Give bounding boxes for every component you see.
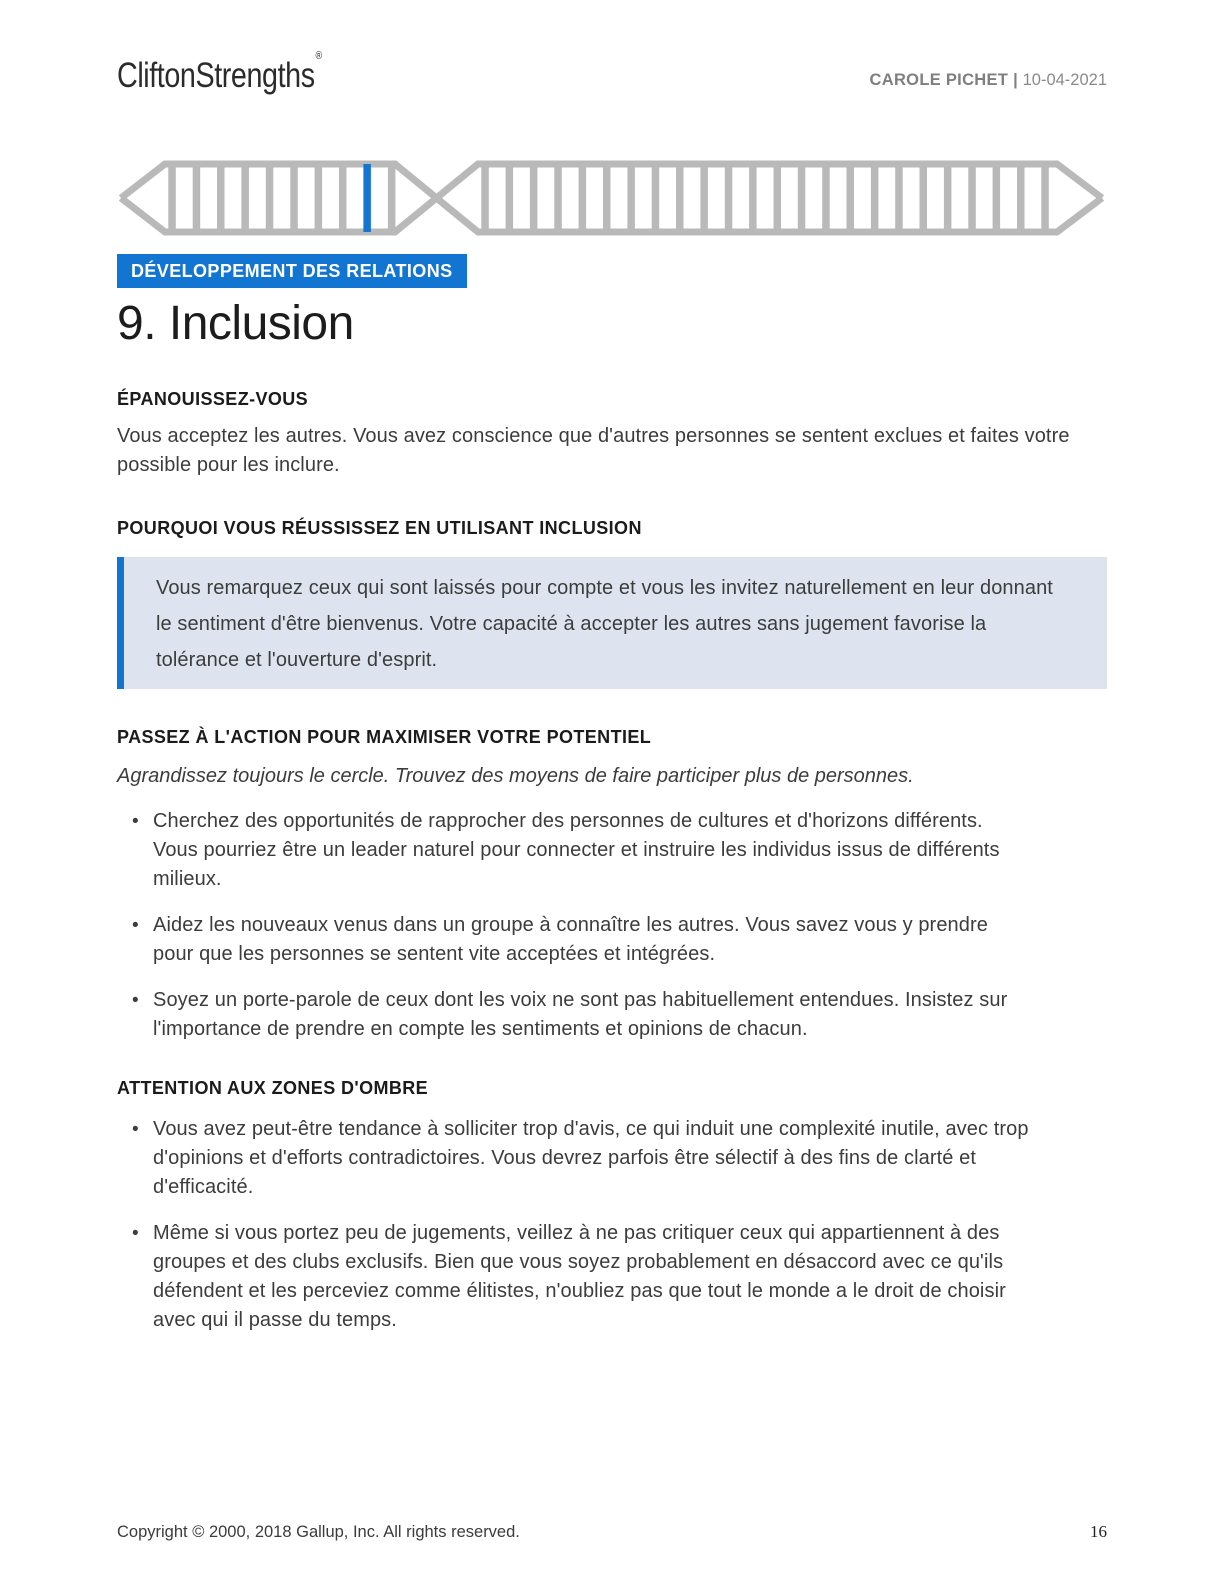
blindspots-heading: ATTENTION AUX ZONES D'OMBRE [117,1077,429,1098]
report-owner [870,71,1107,96]
report-date: 10-04-2021 [1022,71,1107,89]
thrive-heading: ÉPANOUISSEZ-VOUS [117,388,309,409]
user-name: CAROLE PICHET | [869,71,1018,89]
why-heading: POURQUOI VOUS RÉUSSISSEZ EN UTILISANT INCLUSION [117,517,642,538]
theme-title: 9. Inclusion [117,297,354,350]
logo-text: CliftonStrengths [117,56,315,95]
why-callout [117,557,1107,689]
list-item: • Aidez les nouveaux venus dans un groupe à connaître les autres. Vous savez vous y prendre pour que les personnes se sentent vite acceptées et intégrées. [117,911,1033,969]
page-header [117,0,1107,96]
why-callout-text: Vous remarquez ceux qui sont laissés pour compte et vous les invitez naturellement en leur donnant le sentiment d'être bienvenus. Votre capacité à accepter les autres sans jugement favorise la tolérance et l'ouverture d'esprit. [156,576,1053,671]
list-item: • Vous avez peut-être tendance à solliciter trop d'avis, ce qui induit une complexité inutile, avec trop d'opinions et d'efforts contradictoires. Vous devrez parfois être sélectif à des fins de clarté et d'efficacité. [117,1115,1033,1202]
action-bullets [117,807,1107,1044]
action-intro: Agrandissez toujours le cercle. Trouvez des moyens de faire participer plus de personnes. [117,764,914,787]
list-item: • Soyez un porte-parole de ceux dont les voix ne sont pas habituellement entendues. Insistez sur l'importance de prendre en compte les sentiments et opinions de chacun. [117,986,1033,1044]
dna-strand-graphic [117,158,1107,238]
domain-badge: DÉVELOPPEMENT DES RELATIONS [117,254,467,288]
dna-strand-svg [117,158,1107,238]
list-item: • Même si vous portez peu de jugements, veillez à ne pas critiquer ceux qui appartiennent à des groupes et des clubs exclusifs. Bien que vous soyez probablement en désaccord avec ce qu'ils défendent et les perceviez comme élitistes, n'oubliez pas que tout le monde a le droit de choisir avec qui il passe du temps. [117,1219,1033,1335]
blindspots-bullets [117,1115,1107,1335]
action-heading: PASSEZ À L'ACTION POUR MAXIMISER VOTRE POTENTIEL [117,726,652,747]
list-item: • Cherchez des opportunités de rapprocher des personnes de cultures et d'horizons différents. Vous pourriez être un leader naturel pour connecter et instruire les individus issus de différents milieux. [117,807,1033,894]
cliftonstrengths-logo [117,50,322,96]
registered-mark: ® [315,50,322,62]
thrive-body: Vous acceptez les autres. Vous avez conscience que d'autres personnes se sentent exclues et faites votre possible pour les inclure. [117,424,1070,476]
page-footer [117,1522,1107,1542]
page-number: 16 [1090,1522,1107,1541]
copyright-text: Copyright © 2000, 2018 Gallup, Inc. All rights reserved. [117,1523,520,1541]
